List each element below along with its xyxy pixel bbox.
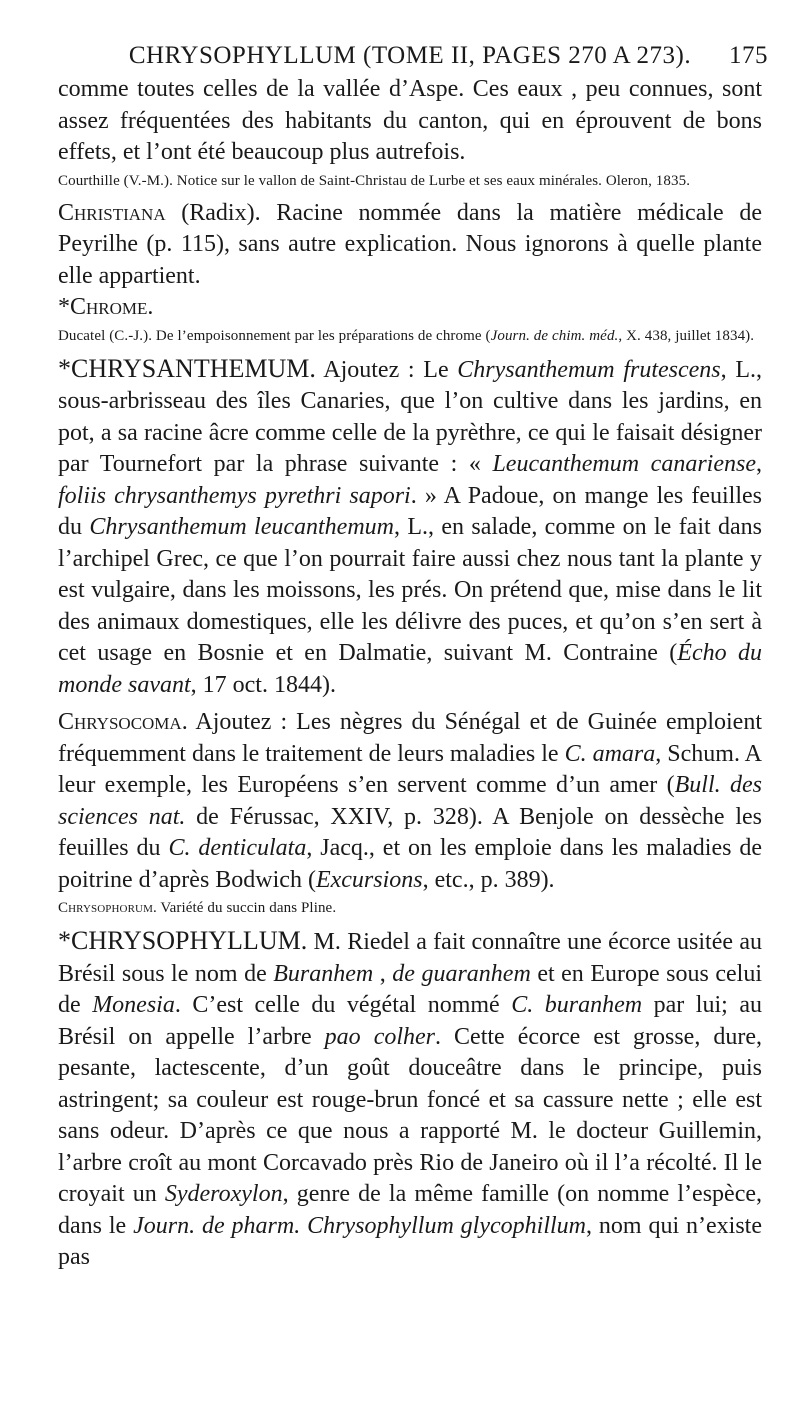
entry-chrysophyllum [58,925,762,1274]
local-name: Buranhem [273,960,374,987]
text-segment: . Cette écorce est grosse, dure, pesante, lactescente, d’un goût douceâtre dans le principe, puis astringent; sa couleur est rouge-brun foncé et sa cassure nette ; elle est sans odeur. D’après ce que nous a rapporté M. le docteur Guillemin, l’arbre croît au mont Corcavado près Rio de Janeiro où il l’a récolté. Il le croyait un [58,1023,763,1207]
text-segment: M. Riedel a fait connaître une écorce usitée au Brésil sous le nom de [58,929,762,987]
latin-phrase: foliis chrysanthemys pyrethri sapori [58,482,411,509]
local-name: de guaranhem [392,960,531,987]
entry-heading-chrome: *Chrome. [58,294,154,320]
text-segment: , etc., p. 389). [422,866,555,893]
entry-heading-chrysophorum: Chrysophorum. [58,900,157,916]
text-segment: . » A Padoue, on mange les feuilles du [58,482,763,540]
text-segment: . C’est celle du végétal nommé [174,992,512,1018]
footnote-ducatel-ref: , X. 438, juillet 1834). [618,327,755,344]
book-page [58,38,768,1274]
text-segment: , [373,960,393,987]
footnote-courthille: Courthille (V.-M.). Notice sur le vallon de Saint-Christau de Lurbe et ses eaux minérales. Oleron, 1835. [58,172,691,189]
entry-christiana [58,198,762,293]
latin-name: Chrysanthemum leucanthemum [89,514,394,540]
latin-name: C. amara [564,740,656,767]
text-segment: , Schum. A leur exemple, les Européens s’en servent comme d’un amer ( [58,740,762,798]
running-head-title: CHRYSOPHYLLUM (TOME II, PAGES 270 A 273). [128,42,692,69]
entry-chrysophorum [58,898,762,919]
running-head [58,38,768,74]
text-segment: , nom qui n’existe pas [58,1212,763,1270]
journal-title: Écho du monde savant [58,640,763,698]
text-segment: , Jacq., et on les emploie dans les maladies de poitrine d’après Bodwich ( [58,835,763,893]
text-segment: de Férussac, XXIV, p. 328). A Benjole on dessèche les feuilles du [58,803,763,861]
entry-heading-chrysocoma: Chrysocoma. [58,709,188,735]
text-segment: , [755,451,762,477]
local-name: Monesia [92,992,175,1018]
footnote-ducatel-journal: Journ. de chim. méd. [490,327,619,344]
text-segment: Ajoutez : Les nègres du Sénégal et de Guinée emploient fréquemment dans le traitement de leurs maladies le [58,709,762,767]
text-segment: , L., sous-arbrisseau des îles Canaries, que l’on cultive dans les jardins, en pot, a sa racine âcre comme celle de la pyrèthre, ce qui le faisait désigner par Tournefort par la phrase suivante : « [58,356,762,477]
latin-name: C. buranhem [511,992,643,1018]
local-name: pao colher [324,1023,436,1050]
entry-heading-christiana: Christiana [58,199,166,226]
page-number: 175 [729,42,768,69]
text-segment: , 17 oct. 1844). [190,671,336,698]
latin-name: Chrysanthemum frutescens [457,356,721,383]
journal-and-latin-name: Journ. de pharm. Chrysophyllum glycophillum [133,1212,586,1239]
entry-chrysanthemum [58,353,762,702]
text-segment: Ajoutez : Le [315,356,458,383]
text-segment: et en Europe sous celui de [58,960,762,1018]
latin-name: Syderoxylon [164,1181,283,1207]
entry-text-chrysophorum: Variété du succin dans Pline. [156,900,337,916]
footnote-ducatel-text: Ducatel (C.-J.). De l’empoisonnement par les préparations de chrome ( [58,327,491,344]
text-segment: , L., en salade, comme on le fait dans l’archipel Grec, ce que l’on pourrait faire aussi chez nous tant la plante y est vulgaire, dans les moissons, les prés. On prétend que, mise dans le lit des animaux domestiques, elle les délivre des puces, et qu’on s’en sert à cet usage en Bosnie et en Dalmatie, suivant M. Contraine ( [58,514,763,666]
latin-name: Leucanthemum canariense [492,451,756,477]
entry-chrysocoma [58,707,762,896]
entry-text-christiana: (Radix). Racine nommée dans la matière médicale de Peyrilhe (p. 115), sans autre explication. Nous ignorons à quelle plante elle appartient. [58,199,762,289]
entry-heading-chrysophyllum: *CHRYSOPHYLLUM. [58,926,308,955]
book-title: Excursions [315,866,423,893]
latin-name: C. denticulata [168,835,307,861]
entry-heading-chrysanthemum: *CHRYSANTHEMUM. [58,353,316,383]
text-segment: par lui; au Brésil on appelle l’arbre [58,992,762,1050]
paragraph-aspe-waters: comme toutes celles de la vallée d’Aspe. Ces eaux , peu connues, sont assez fréquentées des habitants du canton, qui en éprouvent de bons effets, et l’ont été beaucoup plus autrefois. [58,76,762,165]
footnote-ducatel [58,326,762,347]
journal-title: Bull. des sciences nat. [58,772,762,830]
text-segment: , genre de la même famille (on nomme l’espèce, dans le [58,1181,763,1239]
